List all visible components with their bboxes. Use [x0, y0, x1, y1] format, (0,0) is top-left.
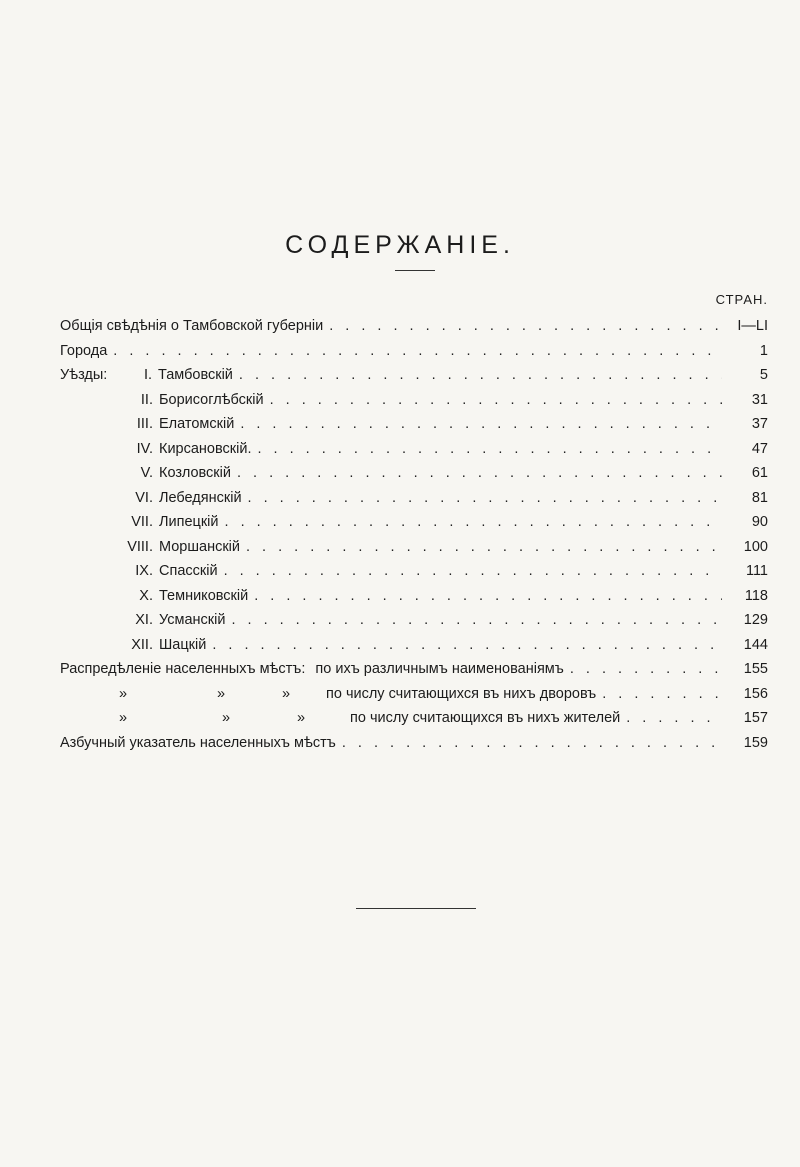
toc-entry-distribution[interactable] [60, 686, 768, 711]
leader-dots [246, 539, 722, 555]
uezd-number: II. [140, 391, 153, 408]
toc-entry-uezd[interactable] [60, 539, 768, 564]
toc-page-number: 156 [743, 685, 768, 702]
uezd-number: IX. [135, 563, 153, 579]
uezd-name: Елатомскiй [159, 416, 235, 432]
uezd-number: V. [140, 465, 153, 481]
uezd-number: XII. [131, 636, 153, 653]
leader-dots [248, 490, 722, 506]
uezd-name: Борисоглѣбскiй [159, 391, 264, 408]
uezd-number: X. [139, 587, 153, 604]
toc-entry-text: по числу считающихся въ нихъ жителей [350, 710, 621, 726]
toc-page-number: 5 [759, 367, 768, 383]
leader-dots [254, 588, 722, 604]
toc-page-number: 47 [751, 440, 768, 457]
toc-page-number: 31 [751, 391, 768, 408]
toc-entry-uezd[interactable] [60, 465, 768, 490]
toc-page-number: 159 [743, 734, 768, 751]
toc-entry-distribution[interactable] [60, 661, 768, 686]
leader-dots [257, 441, 722, 457]
toc-entry-uezd[interactable] [60, 637, 768, 662]
leader-dots [231, 612, 722, 628]
distribution-label: Распредѣленiе населенныхъ мѣстъ: [60, 661, 306, 677]
leader-dots [626, 710, 722, 726]
toc-entry-uezd[interactable] [60, 416, 768, 441]
leader-dots [239, 367, 722, 383]
page-title: СОДЕРЖАНIЕ. [285, 230, 515, 259]
toc-page-number: 81 [751, 489, 768, 506]
ditto-mark: » [118, 710, 128, 726]
leader-dots [329, 318, 722, 334]
toc-page-number: 37 [751, 416, 768, 432]
toc-entry-uezd[interactable] [60, 563, 768, 588]
uezd-number: VII. [131, 514, 153, 530]
leader-dots [570, 661, 722, 677]
ditto-mark: » [221, 710, 231, 726]
toc-page-number: 144 [743, 636, 768, 653]
leader-dots [342, 735, 722, 751]
toc-page-number: 100 [743, 538, 768, 555]
uezd-number: IV. [136, 440, 153, 457]
uezd-name: Усманскiй [159, 612, 226, 628]
leader-dots [240, 416, 722, 432]
toc-page-number: 1 [759, 342, 768, 359]
toc-entry-uezd[interactable] [60, 514, 768, 539]
toc-entry-uezd[interactable] [60, 441, 768, 466]
toc-entry-cities[interactable] [60, 343, 768, 368]
leader-dots [212, 637, 722, 653]
column-header: СТРАН. [715, 292, 768, 307]
toc-page-number: 111 [745, 563, 768, 579]
ditto-mark: » [118, 685, 128, 702]
uezd-name: Спасскiй [159, 563, 218, 579]
toc-page-number: 118 [744, 587, 768, 604]
toc-page-number: I—LI [737, 318, 768, 334]
ditto-mark: » [216, 685, 226, 702]
ditto-mark: » [281, 685, 291, 702]
toc-entry-index[interactable] [60, 735, 768, 760]
uezd-number: VIII. [127, 538, 153, 555]
toc-entry-uezd[interactable] [60, 490, 768, 515]
toc-entry-uezd[interactable] [60, 367, 768, 392]
leader-dots [237, 465, 722, 481]
toc-page-number: 61 [751, 465, 768, 481]
toc-entry-text: Города [60, 342, 108, 359]
toc-entry-uezd[interactable] [60, 612, 768, 637]
leader-dots [113, 343, 722, 359]
uezd-name: Тамбовскiй [158, 367, 233, 383]
uezd-name: Моршанскiй [159, 538, 240, 555]
leader-dots [270, 392, 722, 408]
uezd-name: Темниковскiй [159, 587, 249, 604]
uezd-number: VI. [135, 489, 153, 506]
toc-entry-text: по числу считающихся въ нихъ дворовъ [326, 685, 597, 702]
toc-page-number: 129 [743, 612, 768, 628]
uezd-name: Липецкiй [159, 514, 219, 530]
toc-entry-uezd[interactable] [60, 588, 768, 613]
uezd-name: Лебедянскiй [159, 489, 242, 506]
title-divider [395, 270, 435, 271]
uezd-name: Козловскiй [159, 465, 231, 481]
leader-dots [224, 563, 722, 579]
uezd-number: III. [136, 416, 153, 432]
toc-entry-text: Общiя свѣдѣнiя о Тамбовской губернiи [60, 318, 324, 334]
toc-page-number: 157 [743, 710, 768, 726]
uezd-name: Кирсановскiй. [159, 440, 252, 457]
toc-entry-text: по ихъ различнымъ наименованiямъ [315, 661, 564, 677]
uezdy-label: Уѣзды: [60, 367, 108, 383]
uezd-name: Шацкiй [159, 636, 207, 653]
leader-dots [225, 514, 722, 530]
toc-entry-distribution[interactable] [60, 710, 768, 735]
toc-page-number: 155 [743, 661, 768, 677]
ditto-mark: » [296, 710, 306, 726]
bottom-divider [356, 908, 476, 909]
uezd-number: I. [143, 367, 152, 383]
toc-entry-text: Азбучный указатель населенныхъ мѣстъ [60, 734, 336, 751]
leader-dots [602, 686, 722, 702]
toc-page-number: 90 [751, 514, 768, 530]
uezd-number: XI. [135, 612, 153, 628]
table-of-contents [60, 318, 768, 759]
toc-entry-uezd[interactable] [60, 392, 768, 417]
toc-entry-general[interactable] [60, 318, 768, 343]
